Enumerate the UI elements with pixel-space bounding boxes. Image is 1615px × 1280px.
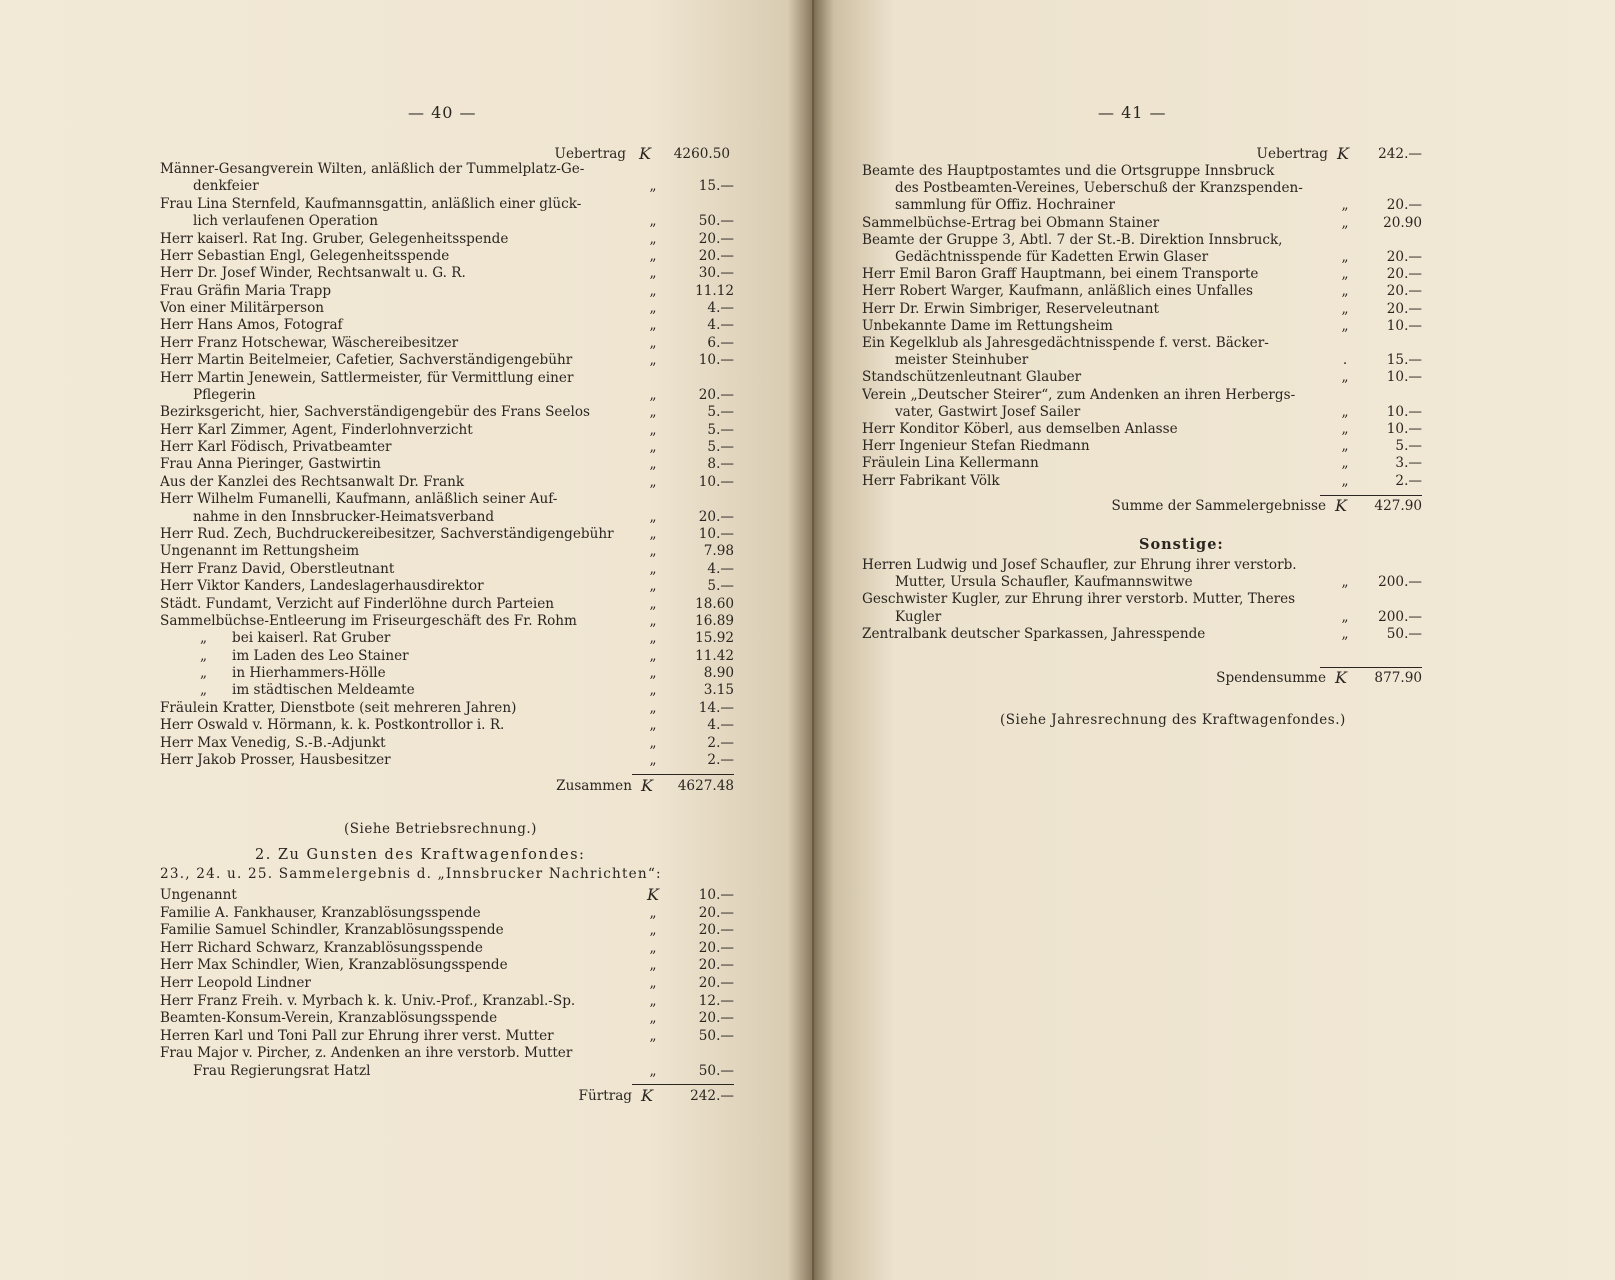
- amount: 20.—: [698, 230, 734, 247]
- ledger-row: [862, 556, 1462, 574]
- amount: 200.—: [1378, 574, 1422, 591]
- ditto-mark: „: [649, 456, 657, 473]
- total-label: Spendensumme: [1216, 670, 1326, 686]
- ditto-mark: „: [649, 439, 657, 456]
- donor-text: Herr Karl Födisch, Privatbeamter: [160, 439, 392, 456]
- donor-text: Herr kaiserl. Rat Ing. Gruber, Gelegenheitsspende: [160, 230, 509, 247]
- ledger-row: [862, 300, 1462, 318]
- amount: 5.—: [707, 578, 734, 595]
- ditto-mark: „: [649, 178, 657, 195]
- ditto-mark: „: [1341, 249, 1349, 265]
- donor-text: Frau Lina Sternfeld, Kaufmannsgattin, anläßlich einer glück-: [160, 195, 582, 212]
- donor-text-rest: bei kaiserl. Rat Gruber: [232, 630, 391, 647]
- ditto-mark: „: [1341, 421, 1349, 437]
- ledger-row: [862, 214, 1462, 232]
- ledger-row: [862, 454, 1462, 472]
- currency-k: K: [639, 144, 651, 163]
- ditto-mark: „: [649, 751, 657, 768]
- total-label: Zusammen: [556, 778, 632, 794]
- ledger-row: [160, 160, 760, 178]
- ditto-mark: „: [649, 1010, 657, 1027]
- donor-text: des Postbeamten-Vereines, Ueberschuß der Kranzspenden-: [895, 180, 1303, 197]
- carry-amount: 242.—: [1378, 146, 1422, 162]
- ditto-mark: „: [649, 682, 657, 699]
- ditto-mark: „: [649, 247, 657, 264]
- ledger-row: [862, 368, 1462, 386]
- carry-label: Uebertrag: [554, 146, 626, 162]
- donor-text: Unbekannte Dame im Rettungsheim: [862, 317, 1113, 334]
- currency-k: K: [1337, 144, 1349, 163]
- ledger-row: [160, 212, 760, 230]
- donor-text: Bezirksgericht, hier, Sachverständigengebür des Frans Seelos: [160, 404, 591, 421]
- ditto-mark: „: [649, 352, 657, 369]
- amount: 20.—: [698, 975, 734, 991]
- donor-text: Herr Max Schindler, Wien, Kranzablösungsspende: [160, 957, 508, 974]
- ditto-mark: „: [1341, 283, 1349, 300]
- amount: 10.—: [698, 525, 734, 542]
- ledger-row: [160, 716, 760, 734]
- donor-text-rest: in Hierhammers-Hölle: [232, 665, 386, 682]
- ditto-mark: „: [649, 421, 657, 438]
- donor-text: Frau Gräfin Maria Trapp: [160, 282, 332, 299]
- amount: 20.—: [698, 922, 734, 939]
- ditto-mark: „: [649, 734, 657, 751]
- sum-label: Summe der Sammelergebnisse: [1111, 498, 1326, 514]
- donor-text: Herr Robert Warger, Kaufmann, anläßlich eines Unfalles: [862, 283, 1253, 300]
- ditto-mark: „: [1341, 472, 1349, 489]
- ditto-mark: „: [1341, 608, 1349, 625]
- ledger-row: [160, 612, 760, 630]
- amount: 3.15: [703, 682, 734, 699]
- donor-text: Herr Sebastian Engl, Gelegenheitsspende: [160, 247, 450, 264]
- amount: 4.—: [707, 717, 734, 734]
- amount: 15.—: [698, 178, 734, 195]
- ditto-mark: „: [200, 647, 208, 664]
- donor-text: Herren Ludwig und Josef Schaufler, zur Ehrung ihrer verstorb.: [862, 557, 1297, 573]
- ditto-mark: „: [649, 265, 657, 282]
- forward-label: Fürtrag: [578, 1088, 632, 1104]
- ditto-mark: „: [649, 404, 657, 421]
- amount: 200.—: [1378, 608, 1422, 625]
- ledger-row: [862, 625, 1462, 643]
- ditto-mark: „: [649, 647, 657, 664]
- ditto-mark: „: [1341, 625, 1349, 642]
- ledger-row: [160, 577, 760, 595]
- amount: 2.—: [1395, 472, 1422, 489]
- amount: 10.—: [1386, 403, 1422, 420]
- donor-text: Herr Rud. Zech, Buchdruckereibesitzer, Sachverständigengebühr: [160, 525, 614, 542]
- ledger-row: [160, 247, 760, 265]
- ledger-row: [160, 438, 760, 456]
- ledger-row: [160, 386, 760, 404]
- ledger-row: [862, 248, 1462, 266]
- amount: 11.42: [695, 647, 734, 664]
- amount: 4.—: [707, 317, 734, 334]
- ditto-mark: „: [1341, 369, 1349, 386]
- donor-text: Beamte der Gruppe 3, Abtl. 7 der St.-B. Direktion Innsbruck,: [862, 231, 1283, 248]
- donor-text: Gedächtnisspende für Kadetten Erwin Glaser: [895, 249, 1209, 265]
- ditto-mark: „: [1341, 455, 1349, 472]
- total-amount: 877.90: [1374, 670, 1422, 686]
- amount: 10.—: [698, 887, 734, 903]
- amount: 20.90: [1383, 214, 1422, 231]
- donor-text: Herr Fabrikant Völk: [862, 472, 1000, 489]
- amount: 8.90: [703, 665, 734, 682]
- ditto-mark: „: [649, 578, 657, 595]
- amount: 20.—: [1386, 300, 1422, 317]
- amount: 50.—: [1386, 625, 1422, 642]
- ledger-row: [862, 231, 1462, 249]
- amount: 10.—: [1386, 421, 1422, 437]
- ledger-row: [862, 573, 1462, 591]
- donor-text: Herr Emil Baron Graff Hauptmann, bei einem Transporte: [862, 266, 1259, 283]
- ditto-mark: „: [649, 665, 657, 682]
- donor-text: Fräulein Kratter, Dienstbote (seit mehreren Jahren): [160, 699, 517, 716]
- ledger-row: [160, 886, 760, 904]
- amount: 20.—: [1386, 283, 1422, 300]
- donor-text: Herr Viktor Kanders, Landeslagerhausdirektor: [160, 578, 484, 595]
- ledger-row: [862, 608, 1462, 626]
- ledger-row: [862, 403, 1462, 421]
- ledger-row: [160, 595, 760, 613]
- ledger-row: [862, 282, 1462, 300]
- donor-text: Herren Karl und Toni Pall zur Ehrung ihrer verst. Mutter: [160, 1027, 554, 1044]
- donor-text: Herr Richard Schwarz, Kranzablösungsspende: [160, 939, 483, 956]
- ledger-row: [160, 299, 760, 317]
- amount: 20.—: [698, 1010, 734, 1027]
- donor-text: Herr Dr. Josef Winder, Rechtsanwalt u. G. R.: [160, 265, 466, 282]
- ditto-mark: „: [649, 630, 657, 647]
- amount: 5.—: [707, 439, 734, 456]
- amount: 50.—: [698, 1063, 734, 1079]
- donor-text: Herr Martin Jenewein, Sattlermeister, für Vermittlung einer: [160, 369, 574, 386]
- ledger-row: [160, 1062, 760, 1080]
- ditto-mark: „: [649, 612, 657, 629]
- donor-text: Beamte des Hauptpostamtes und die Ortsgruppe Innsbruck: [862, 163, 1275, 179]
- amount: 20.—: [698, 247, 734, 264]
- ledger-row: [160, 177, 760, 195]
- ledger-row: [160, 525, 760, 543]
- ledger-row: [160, 316, 760, 334]
- ditto-mark: „: [649, 699, 657, 716]
- donor-text: denkfeier: [193, 178, 259, 195]
- sum-rule: [632, 1084, 734, 1085]
- ledger-row: [160, 490, 760, 508]
- ditto-mark: „: [649, 300, 657, 317]
- right-page: [814, 0, 1615, 1280]
- donor-text: Sammelbüchse-Ertrag bei Obmann Stainer: [862, 214, 1160, 231]
- ledger-row: [160, 195, 760, 213]
- donor-text: Herr Dr. Erwin Simbriger, Reserveleutnant: [862, 300, 1159, 317]
- ledger-row: [862, 265, 1462, 283]
- ledger-row: [160, 230, 760, 248]
- ditto-mark: „: [200, 682, 208, 699]
- ledger-row: [862, 437, 1462, 455]
- ditto-mark: „: [649, 473, 657, 490]
- ledger-row: [160, 734, 760, 752]
- donor-text: Herr Franz David, Oberstleutnant: [160, 560, 395, 577]
- donor-text: Mutter, Ursula Schaufler, Kaufmannswitwe: [895, 574, 1193, 591]
- ledger-row: [160, 921, 760, 939]
- ledger-row: [160, 956, 760, 974]
- donor-text: Frau Anna Pieringer, Gastwirtin: [160, 456, 381, 473]
- donor-text: sammlung für Offiz. Hochrainer: [895, 197, 1115, 214]
- donor-text: Städt. Fundamt, Verzicht auf Finderlöhne durch Parteien: [160, 595, 555, 612]
- ditto-mark: „: [649, 717, 657, 734]
- donor-text: Herr Franz Hotschewar, Wäschereibesitzer: [160, 334, 459, 351]
- amount: 50.—: [698, 213, 734, 230]
- amount: 14.—: [698, 699, 734, 716]
- ditto-mark: „: [649, 939, 657, 956]
- ditto-mark: .: [1342, 352, 1348, 369]
- ditto-mark: „: [649, 386, 657, 403]
- ditto-mark: „: [649, 904, 657, 921]
- ledger-row: [862, 179, 1462, 197]
- donor-text: meister Steinhuber: [895, 352, 1029, 369]
- ledger-row: [862, 334, 1462, 352]
- ledger-row: [160, 939, 760, 957]
- donor-text: Herr Oswald v. Hörmann, k. k. Postkontrollor i. R.: [160, 717, 505, 734]
- amount: 5.—: [1395, 438, 1422, 455]
- ditto-mark: „: [1341, 214, 1349, 231]
- donor-text: Herr Konditor Köberl, aus demselben Anlasse: [862, 421, 1178, 437]
- ledger-row: [160, 751, 760, 769]
- ditto-mark: „: [1341, 403, 1349, 420]
- ditto-mark: „: [649, 1063, 657, 1079]
- donor-text: [160, 647, 638, 665]
- ledger-row: [160, 403, 760, 421]
- ledger-row: [862, 472, 1462, 490]
- amount: 10.—: [1386, 317, 1422, 334]
- ditto-mark: „: [1341, 197, 1349, 214]
- ditto-mark: „: [1341, 317, 1349, 334]
- carry-over-row: [862, 145, 1442, 163]
- amount: 20.—: [1386, 266, 1422, 283]
- donor-text: Herr Leopold Lindner: [160, 975, 311, 991]
- amount: 5.—: [707, 404, 734, 421]
- ledger-row: [160, 264, 760, 282]
- footnote: (Siehe Betriebsrechnung.): [344, 821, 537, 837]
- ledger-row: [160, 629, 760, 647]
- donor-text: lich verlaufenen Operation: [193, 213, 379, 230]
- ledger-row: [160, 992, 760, 1010]
- ditto-mark: „: [649, 508, 657, 525]
- carry-label: Uebertrag: [1256, 146, 1328, 162]
- amount: 15.—: [1386, 352, 1422, 369]
- amount: 11.12: [695, 282, 734, 299]
- amount: 20.—: [698, 386, 734, 403]
- donor-text: Aus der Kanzlei des Rechtsanwalt Dr. Frank: [160, 473, 465, 490]
- amount: 20.—: [1386, 249, 1422, 265]
- ditto-mark: „: [649, 543, 657, 560]
- ditto-mark: „: [649, 1027, 657, 1044]
- amount: 18.60: [695, 595, 734, 612]
- ledger-row: [160, 904, 760, 922]
- amount: 20.—: [698, 508, 734, 525]
- forward-amount: 242.—: [690, 1088, 734, 1104]
- donor-text: Herr Martin Beitelmeier, Cafetier, Sachverständigengebühr: [160, 352, 573, 369]
- ledger-row: [862, 196, 1462, 214]
- donor-text: [160, 681, 638, 699]
- donor-text: Von einer Militärperson: [160, 300, 325, 317]
- ditto-mark: „: [649, 922, 657, 939]
- amount: 15.92: [695, 630, 734, 647]
- ledger-row: [862, 351, 1462, 369]
- ledger-row: [160, 282, 760, 300]
- donor-text: Verein „Deutscher Steirer“, zum Andenken an ihren Herbergs-: [862, 386, 1296, 403]
- donor-text: Frau Major v. Pircher, z. Andenken an ihre verstorb. Mutter: [160, 1045, 573, 1062]
- ledger-row: [160, 334, 760, 352]
- donor-text: Zentralbank deutscher Sparkassen, Jahresspende: [862, 625, 1206, 642]
- ledger-row: [160, 369, 760, 387]
- currency-k: K: [647, 885, 659, 904]
- page-number: — 40 —: [408, 103, 477, 122]
- donor-text: Geschwister Kugler, zur Ehrung ihrer verstorb. Mutter, Theres: [862, 591, 1296, 608]
- ledger-row: [160, 681, 760, 699]
- amount: 20.—: [698, 904, 734, 921]
- amount: 20.—: [698, 957, 734, 974]
- donor-text: Kugler: [895, 608, 942, 625]
- amount: 10.—: [1386, 369, 1422, 386]
- donor-text: Beamten-Konsum-Verein, Kranzablösungsspende: [160, 1010, 498, 1027]
- donor-text: Männer-Gesangverein Wilten, anläßlich der Tummelplatz-Ge-: [160, 161, 585, 177]
- donor-text: Herr Karl Zimmer, Agent, Finderlohnverzicht: [160, 421, 473, 438]
- amount: 12.—: [698, 992, 734, 1009]
- carry-amount: 4260.50: [673, 146, 730, 162]
- amount: 5.—: [707, 421, 734, 438]
- ledger-row: [160, 647, 760, 665]
- amount: 20.—: [1386, 197, 1422, 214]
- ledger-row: [160, 421, 760, 439]
- donor-text-rest: im Laden des Leo Stainer: [232, 647, 409, 664]
- ledger-row: [862, 162, 1462, 180]
- sum-row: [862, 497, 1442, 515]
- ditto-mark: „: [649, 317, 657, 334]
- ledger-row: [160, 455, 760, 473]
- donor-text: Sammelbüchse-Entleerung im Friseurgeschäft des Fr. Rohm: [160, 612, 577, 629]
- ditto-mark: „: [649, 957, 657, 974]
- ditto-mark: „: [1341, 574, 1349, 591]
- donor-text: [160, 664, 638, 682]
- amount: 16.89: [695, 612, 734, 629]
- donor-text: Herr Max Venedig, S.-B.-Adjunkt: [160, 734, 386, 751]
- ditto-mark: „: [649, 334, 657, 351]
- ledger-row: [160, 1027, 760, 1045]
- donor-text: Herr Wilhelm Fumanelli, Kaufmann, anläßlich seiner Auf-: [160, 491, 558, 508]
- ditto-mark: „: [649, 560, 657, 577]
- footnote: (Siehe Jahresrechnung des Kraftwagenfondes.): [1000, 712, 1346, 728]
- ditto-mark: „: [649, 595, 657, 612]
- ledger-row: [160, 699, 760, 717]
- donor-text: Herr Jakob Prosser, Hausbesitzer: [160, 751, 391, 768]
- donor-text: Ungenannt im Rettungsheim: [160, 543, 360, 560]
- donor-text: Pflegerin: [193, 386, 256, 403]
- page-number: — 41 —: [1098, 103, 1167, 122]
- currency-k: K: [641, 1086, 653, 1105]
- donor-text: Frau Regierungsrat Hatzl: [193, 1063, 371, 1079]
- ledger-row: [160, 351, 760, 369]
- amount: 4.—: [707, 560, 734, 577]
- donor-text: [160, 629, 638, 647]
- amount: 20.—: [698, 939, 734, 956]
- sum-rule: [632, 774, 734, 775]
- amount: 30.—: [698, 265, 734, 282]
- donor-text: Ungenannt: [160, 887, 237, 903]
- currency-k: K: [641, 776, 653, 795]
- section-heading: 2. Zu Gunsten des Kraftwagenfondes:: [255, 847, 586, 863]
- amount: 50.—: [698, 1027, 734, 1044]
- amount: 6.—: [707, 334, 734, 351]
- ledger-row: [160, 473, 760, 491]
- donor-text-rest: im städtischen Meldeamte: [232, 682, 415, 699]
- amount: 7.98: [703, 543, 734, 560]
- ditto-mark: „: [649, 282, 657, 299]
- ledger-row: [862, 590, 1462, 608]
- amount: 2.—: [707, 751, 734, 768]
- ledger-row: [160, 664, 760, 682]
- ditto-mark: „: [649, 213, 657, 230]
- ledger-row: [862, 420, 1462, 438]
- ledger-row: [160, 508, 760, 526]
- amount: 3.—: [1395, 455, 1422, 472]
- grand-total-row: [862, 669, 1442, 687]
- total-amount: 4627.48: [677, 778, 734, 794]
- ditto-mark: „: [649, 525, 657, 542]
- donor-text: Fräulein Lina Kellermann: [862, 455, 1039, 472]
- ditto-mark: „: [649, 992, 657, 1009]
- ledger-row: [160, 1044, 760, 1062]
- forward-row: [160, 1087, 740, 1105]
- ledger-row: [160, 974, 760, 992]
- ditto-mark: „: [200, 630, 208, 647]
- ditto-mark: „: [1341, 438, 1349, 455]
- donor-text: Herr Hans Amos, Fotograf: [160, 317, 343, 334]
- amount: 10.—: [698, 473, 734, 490]
- currency-k: K: [1335, 668, 1347, 687]
- donor-text: Herr Ingenieur Stefan Riedmann: [862, 438, 1090, 455]
- ditto-mark: „: [1341, 266, 1349, 283]
- amount: 2.—: [707, 734, 734, 751]
- donor-text: nahme in den Innsbrucker-Heimatsverband: [193, 508, 495, 525]
- donor-text: Standschützenleutnant Glauber: [862, 369, 1082, 386]
- ledger-row: [862, 386, 1462, 404]
- ledger-row: [160, 560, 760, 578]
- ditto-mark: „: [649, 230, 657, 247]
- donor-text: vater, Gastwirt Josef Sailer: [895, 403, 1081, 420]
- ledger-row: [160, 1009, 760, 1027]
- total-row: [160, 777, 740, 795]
- amount: 10.—: [698, 352, 734, 369]
- sum-amount: 427.90: [1374, 498, 1422, 514]
- section-subheading: 23., 24. u. 25. Sammelergebnis d. „Innsbrucker Nachrichten“:: [160, 866, 662, 882]
- ditto-mark: „: [649, 975, 657, 991]
- ditto-mark: „: [1341, 300, 1349, 317]
- ledger-row: [862, 317, 1462, 335]
- donor-text: Familie A. Fankhauser, Kranzablösungsspende: [160, 904, 481, 921]
- amount: 8.—: [707, 456, 734, 473]
- amount: 4.—: [707, 300, 734, 317]
- other-heading: Sonstige:: [1139, 536, 1224, 553]
- ditto-mark: „: [200, 665, 208, 682]
- currency-k: K: [1335, 496, 1347, 515]
- donor-text: Ein Kegelklub als Jahresgedächtnisspende f. verst. Bäcker-: [862, 335, 1269, 351]
- donor-text: Familie Samuel Schindler, Kranzablösungsspende: [160, 922, 504, 939]
- ledger-row: [160, 542, 760, 560]
- donor-text: Herr Franz Freih. v. Myrbach k. k. Univ.-Prof., Kranzabl.-Sp.: [160, 992, 576, 1009]
